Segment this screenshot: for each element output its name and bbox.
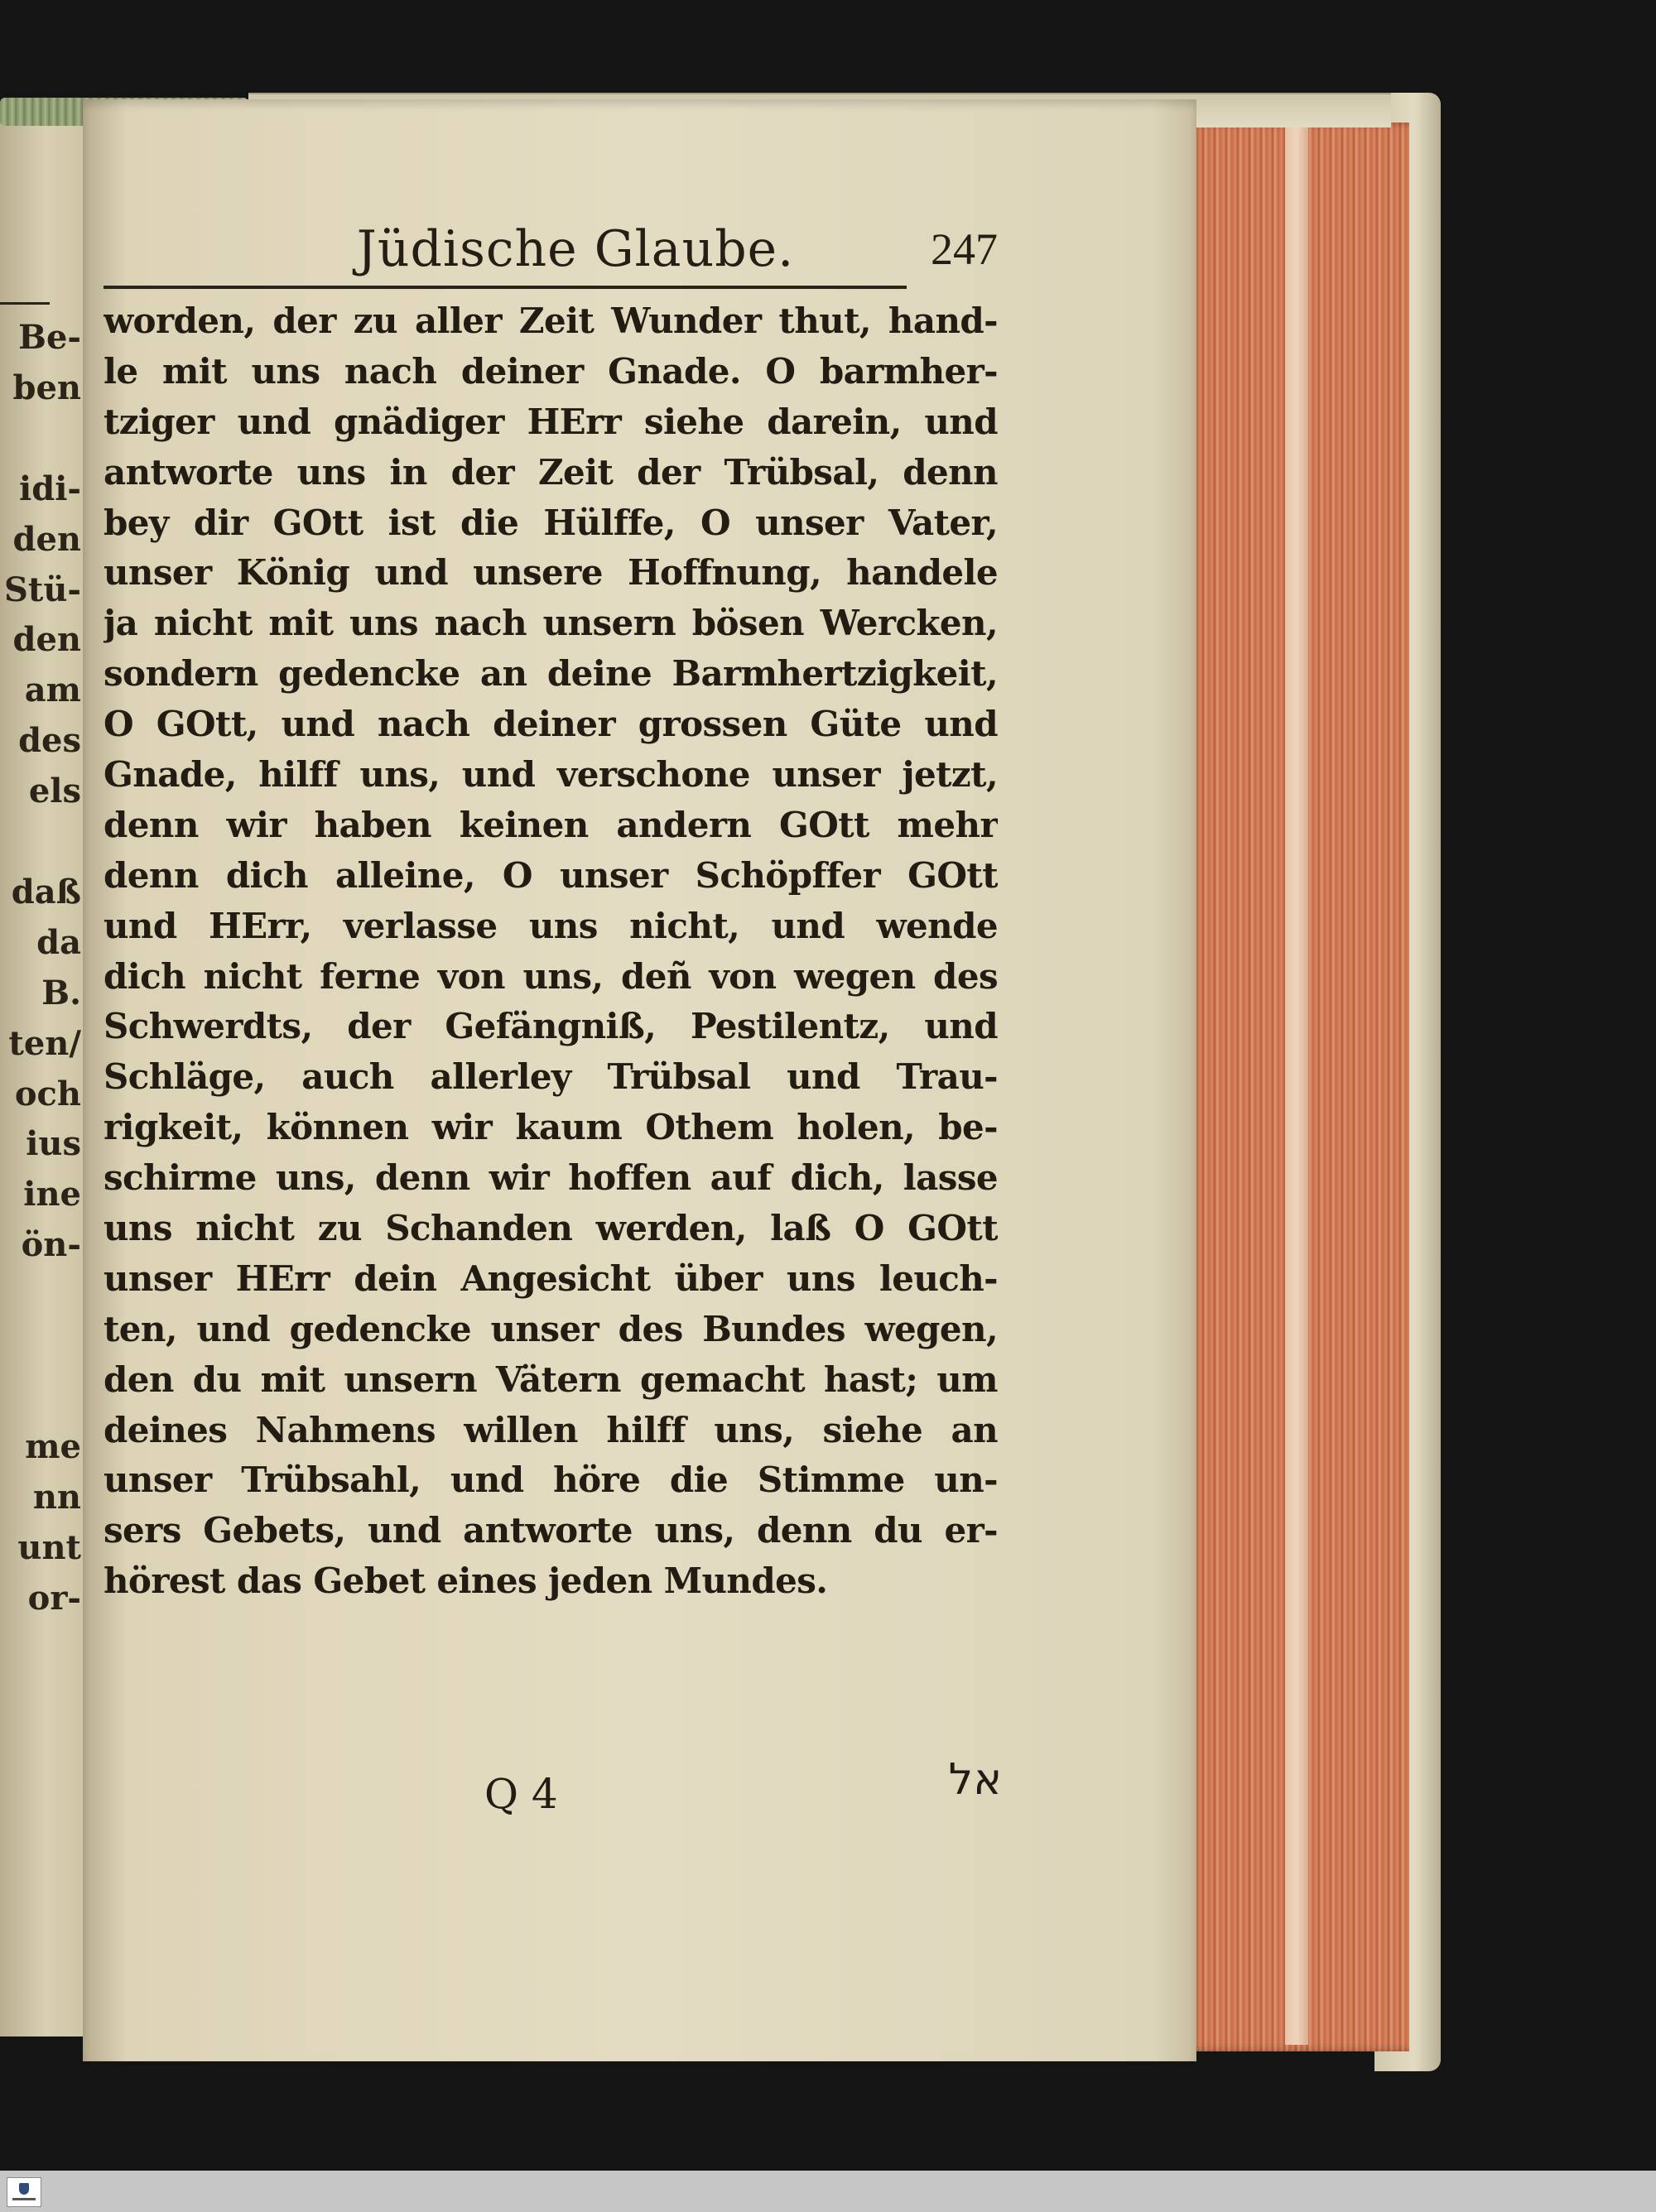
left-page-fragment: Be-	[18, 318, 81, 357]
left-page-fragment: daß	[11, 872, 81, 911]
text-line: antworte uns in der Zeit der Trübsal, denn	[104, 451, 998, 493]
body-text	[104, 296, 998, 1607]
text-line: dich nicht ferne von uns, deñ von wegen des	[104, 955, 998, 997]
left-page-fragment: me	[25, 1426, 81, 1466]
text-line: rigkeit, können wir kaum Othem holen, be-	[104, 1107, 998, 1148]
left-page-fragment: els	[28, 772, 81, 811]
text-line: sondern gedencke an deine Barmhertzigkeit,	[104, 653, 998, 695]
left-page-fragment: den	[12, 620, 81, 660]
text-line: Schwerdts, der Gefängniß, Pestilentz, und	[104, 1006, 998, 1047]
text-line: unser Trübsahl, und höre die Stimme un-	[104, 1459, 998, 1501]
left-page-fragment: nn	[32, 1477, 81, 1517]
text-line: worden, der zu aller Zeit Wunder thut, hand-	[104, 301, 998, 341]
text-line: ten, und gedencke unser des Bundes wegen,	[104, 1308, 998, 1349]
text-line: denn wir haben keinen andern GOtt mehr	[104, 804, 998, 845]
text-line: ja nicht mit uns nach unsern bösen Wercken,	[104, 603, 998, 644]
viewer-bottom-bar	[0, 2171, 1656, 2212]
text-line: Gnade, hilff uns, und verschone unser jetzt,	[104, 754, 998, 796]
text-line: den du mit unsern Vätern gemacht hast; um	[104, 1358, 998, 1400]
text-line: hörest das Gebet eines jeden Mundes.	[104, 1560, 828, 1602]
text-line: und HErr, verlasse uns nicht, und wende	[104, 905, 998, 946]
left-page-fragment: och	[14, 1074, 81, 1113]
left-page-fragment: unt	[17, 1527, 81, 1567]
text-line: le mit uns nach deiner Gnade. O barmher-	[104, 350, 998, 392]
left-page-fragment: des	[18, 721, 81, 761]
text-line: uns nicht zu Schanden werden, laß O GOtt	[104, 1208, 998, 1249]
text-line: schirme uns, denn wir hoffen auf dich, lasse	[104, 1157, 998, 1199]
left-page-fragment: am	[24, 671, 81, 710]
left-page-fragment: ten/	[8, 1023, 81, 1063]
text-line: bey dir GOtt ist die Hülffe, O unser Vater,	[104, 502, 998, 543]
running-title: Jüdische Glaube.	[356, 220, 795, 278]
left-page	[0, 116, 85, 2036]
catchword: אל	[948, 1755, 1002, 1805]
left-page-fragment: ben	[12, 368, 81, 407]
left-page-fragment: ön-	[21, 1225, 81, 1265]
text-line: Schläge, auch allerley Trübsal und Trau-	[104, 1056, 998, 1098]
text-line: unser HErr dein Angesicht über uns leuch-	[104, 1257, 998, 1299]
left-page-fragment: da	[36, 922, 81, 962]
text-line: deines Nahmens willen hilff uns, siehe an	[104, 1409, 998, 1450]
signature-mark: Q 4	[484, 1770, 558, 1818]
page-number: 247	[931, 224, 998, 274]
text-line: sers Gebets, und antworte uns, denn du er-	[104, 1510, 998, 1551]
library-logo-icon	[7, 2177, 41, 2207]
page-edges-gap	[1285, 124, 1308, 2045]
left-page-fragment: ius	[26, 1124, 81, 1164]
left-page-fragment: den	[12, 519, 81, 559]
text-line: O GOtt, und nach deiner grossen Güte und	[104, 704, 998, 745]
text-line: unser König und unsere Hoffnung, handele	[104, 552, 998, 594]
left-page-fragment: ine	[23, 1175, 81, 1214]
left-page-fragment: or-	[27, 1578, 81, 1618]
running-head	[104, 217, 998, 281]
left-page-fragment: idi-	[19, 469, 81, 508]
left-page-fragment: B.	[41, 973, 81, 1012]
text-line: tziger und gnädiger HErr siehe darein, und	[104, 401, 998, 442]
left-page-fragment: Stü-	[3, 570, 81, 609]
head-rule	[104, 286, 907, 289]
left-page-rule	[0, 302, 50, 305]
text-line: denn dich alleine, O unser Schöpffer GOtt	[104, 854, 998, 896]
